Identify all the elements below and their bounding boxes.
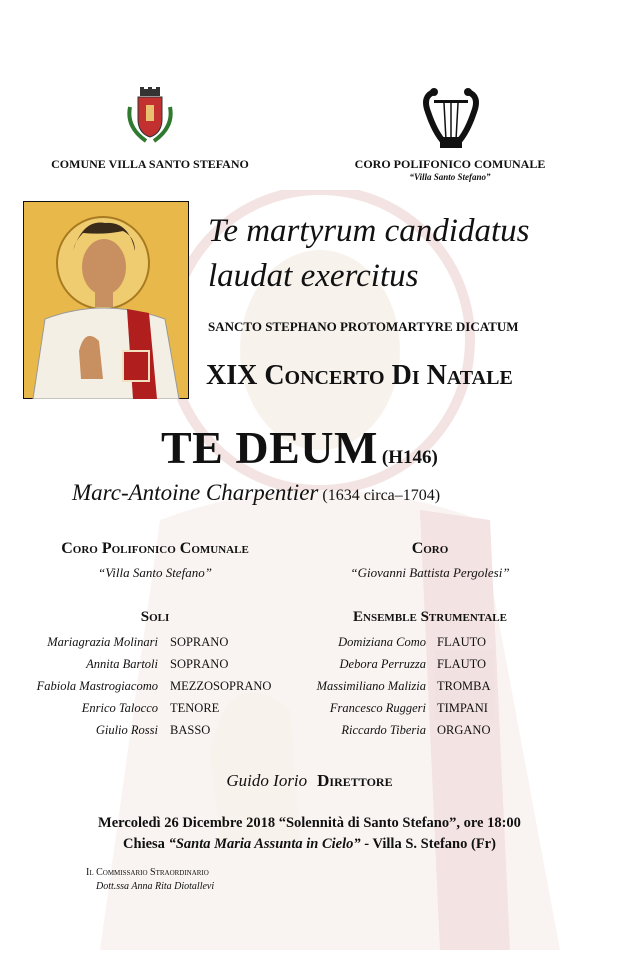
motto-line-2: laudat exercitus [208, 258, 419, 294]
right-org-name: CORO POLIFONICO COMUNALE [354, 157, 546, 171]
event-date: Mercoledì 26 Dicembre 2018 “Solennità di Santo Stefano”, ore 18:00 [98, 815, 521, 831]
church-name: “Santa Maria Assunta in Cielo” [168, 836, 361, 852]
concert-title: XIX Concerto Di Natale [206, 360, 513, 391]
director-line [0, 771, 619, 791]
right-org-subtitle: “Villa Santo Stefano” [409, 172, 491, 182]
director-role: Direttore [317, 771, 393, 790]
choir-1-title: Coro Polifonico Comunale [61, 540, 249, 557]
composer-dates: (1634 circa–1704) [322, 487, 441, 504]
work-title: TE DEUM [161, 422, 378, 473]
footer-title: Il Commissario Straordinario [86, 867, 209, 878]
soli-title: Soli [140, 609, 170, 625]
event-location: Chiesa “Santa Maria Assunta in Cielo” - Villa S. Stefano (Fr) [123, 836, 496, 852]
left-org-name: COMUNE VILLA SANTO STEFANO [51, 157, 249, 171]
composer-name: Marc-Antoine Charpentier [72, 480, 319, 505]
coat-of-arms-icon [122, 87, 178, 147]
saint-stephen-icon-painting [23, 201, 189, 399]
choir-2-name: “Giovanni Battista Pergolesi” [350, 565, 510, 580]
lyre-icon [420, 86, 482, 154]
ensemble-title: Ensemble Strumentale [353, 609, 507, 625]
work-title-line [161, 421, 438, 474]
composer-line [72, 480, 440, 506]
choir-1-name: “Villa Santo Stefano” [98, 565, 212, 580]
motto-line-1: Te martyrum candidatus [208, 213, 530, 249]
work-catalog: (H146) [381, 447, 438, 468]
dedication: SANCTO STEPHANO PROTOMARTYRE DICATUM [208, 319, 519, 334]
footer-name: Dott.ssa Anna Rita Diotallevi [96, 881, 215, 892]
director-name: Guido Iorio [226, 771, 308, 790]
choir-2-title: Coro [411, 540, 449, 557]
